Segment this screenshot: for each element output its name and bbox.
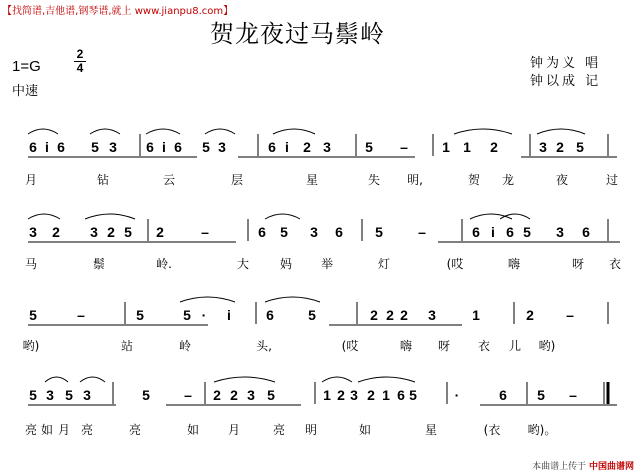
note: 3 [83,387,91,403]
lyric: 岭. [156,257,172,271]
lyric: (衣 [483,423,501,437]
lyric: 岭 [178,339,192,353]
slur-mark [146,129,180,134]
note: – [77,307,85,323]
note: 6 [397,387,405,403]
lyric: 站 [120,339,134,353]
lyric: 星 [424,423,438,437]
note: 3 [29,224,37,240]
slur-mark [85,214,135,219]
note: 5 [91,139,99,155]
slur-mark [265,214,300,219]
note: · [201,307,207,323]
lyric: 亮 [80,423,94,437]
lyric: 哟) [22,339,40,353]
lyric: 明 [304,423,318,437]
lyric: 呀 [571,257,585,271]
song-title: 贺龙夜过马鬃岭 [210,20,385,48]
slur-mark [500,214,530,219]
slur-mark [45,377,68,382]
note: i [162,139,166,155]
note: 3 [350,387,358,403]
note: 1 [463,139,471,155]
note: 3 [323,139,331,155]
slur-mark [28,214,60,219]
note: 2 [52,224,60,240]
lyric: 举 [320,257,334,271]
note: 6 [582,224,590,240]
note: 2 [213,387,221,403]
slur-mark [205,129,235,134]
note: · [454,387,460,403]
lyric: 星 [305,173,319,187]
note: 2 [156,224,164,240]
note: i [227,307,231,323]
footer-brand[interactable]: 中国曲谱网 [588,462,634,472]
lyric: 鬃 [92,257,106,271]
note: 6 [499,387,507,403]
note: 2 [107,224,115,240]
note: 2 [337,387,345,403]
lyric: 亮 [272,423,286,437]
time-signature-bottom: 4 [76,61,84,75]
slur-mark [265,297,320,302]
lyric: 呀 [437,339,451,353]
note: 2 [556,139,564,155]
note: 3 [539,139,547,155]
note: 3 [428,307,436,323]
lyric: 月 [24,173,38,187]
lyric: (哎 [446,257,464,271]
note: 2 [386,307,394,323]
note: 3 [247,387,255,403]
lyric: 层 [230,173,244,187]
slur-mark [470,214,512,219]
lyric: 亮 [128,423,142,437]
note: 1 [382,387,390,403]
note: 5 [124,224,132,240]
note: 6 [472,224,480,240]
note: i [45,139,49,155]
note: 2 [367,387,375,403]
note: 5 [29,387,37,403]
note: 2 [526,307,534,323]
note: 6 [268,139,276,155]
note: 3 [109,139,117,155]
note: 2 [370,307,378,323]
slur-mark [358,377,415,382]
note: 5 [576,139,584,155]
note: 6 [57,139,65,155]
note: 5 [308,307,316,323]
note: 3 [556,224,564,240]
lyric: 哟)。 [527,423,557,437]
note: 5 [365,139,373,155]
note: 5 [142,387,150,403]
slur-mark [537,129,585,134]
note: 6 [146,139,154,155]
slur-mark [214,377,275,382]
note: 2 [303,139,311,155]
slur-mark [90,129,120,134]
slur-mark [273,129,315,134]
lyric: 妈 [279,257,293,271]
lyric: 马 [24,257,38,271]
note: 6 [266,307,274,323]
lyric: 大 [236,257,250,271]
footer-credit [532,459,634,472]
note: 5 [202,139,210,155]
recorder-credit: 钟以成 记 [530,74,602,89]
note: 1 [472,307,480,323]
lyric: 龙 [501,173,515,187]
lyric: 哟) [538,339,556,353]
time-signature-top: 2 [76,47,84,61]
note: 3 [46,387,54,403]
note: 5 [65,387,73,403]
note: 5 [183,307,191,323]
note: 5 [537,387,545,403]
note: 5 [409,387,417,403]
lyric: 月 [57,423,71,437]
lyric: 钻 [96,173,110,187]
slur-mark [80,377,105,382]
note: 5 [29,307,37,323]
note: 3 [90,224,98,240]
note: 6 [258,224,266,240]
note: 2 [490,139,498,155]
note: 1 [323,387,331,403]
note: 6 [506,224,514,240]
note: – [400,139,408,155]
note: 6 [29,139,37,155]
lyric: 过 [605,173,619,187]
lyric: 云 [162,173,176,187]
note: 5 [136,307,144,323]
lyric: 如 [186,423,200,437]
singer-credit: 钟为义 唱 [530,56,602,71]
lyric: 亮 [24,423,38,437]
slur-mark [322,377,352,382]
lyric: 嗨 [399,339,413,353]
note: 1 [442,139,450,155]
note: 5 [523,224,531,240]
lyric: 衣 [608,257,622,271]
slur-mark [454,129,512,134]
lyric: 头, [256,339,272,353]
lyric: 失 [367,173,381,187]
lyric: 贺 [467,173,481,187]
note: – [418,224,426,240]
note: – [569,387,577,403]
slur-mark [28,129,58,134]
note: 2 [230,387,238,403]
note: 3 [218,139,226,155]
lyric: 衣 [477,339,491,353]
footer-uploader: 本曲谱上传于 [532,462,587,472]
lyric: 月 [227,423,241,437]
note: 6 [174,139,182,155]
lyric: 如 [358,423,372,437]
lyric: 如 [40,423,54,437]
note: 3 [310,224,318,240]
key-signature: 1=G [12,58,41,75]
slur-mark [180,297,235,302]
note: 6 [335,224,343,240]
note: – [201,224,209,240]
note: 5 [375,224,383,240]
note: i [491,224,495,240]
lyric: 儿 [508,339,522,353]
lyric: 夜 [555,173,569,187]
note: – [566,307,574,323]
note: 2 [400,307,408,323]
note: i [285,139,289,155]
lyric: 灯 [377,257,391,271]
note: 5 [280,224,288,240]
site-links-banner[interactable]: 【找简谱,吉他谱,钢琴谱,就上 www.jianpu8.com】 [2,6,234,17]
lyric: 嗨 [507,257,521,271]
tempo-marking: 中速 [12,84,39,99]
note: 5 [267,387,275,403]
lyric: (哎 [341,339,359,353]
note: – [184,387,192,403]
lyric: 明, [407,173,423,187]
